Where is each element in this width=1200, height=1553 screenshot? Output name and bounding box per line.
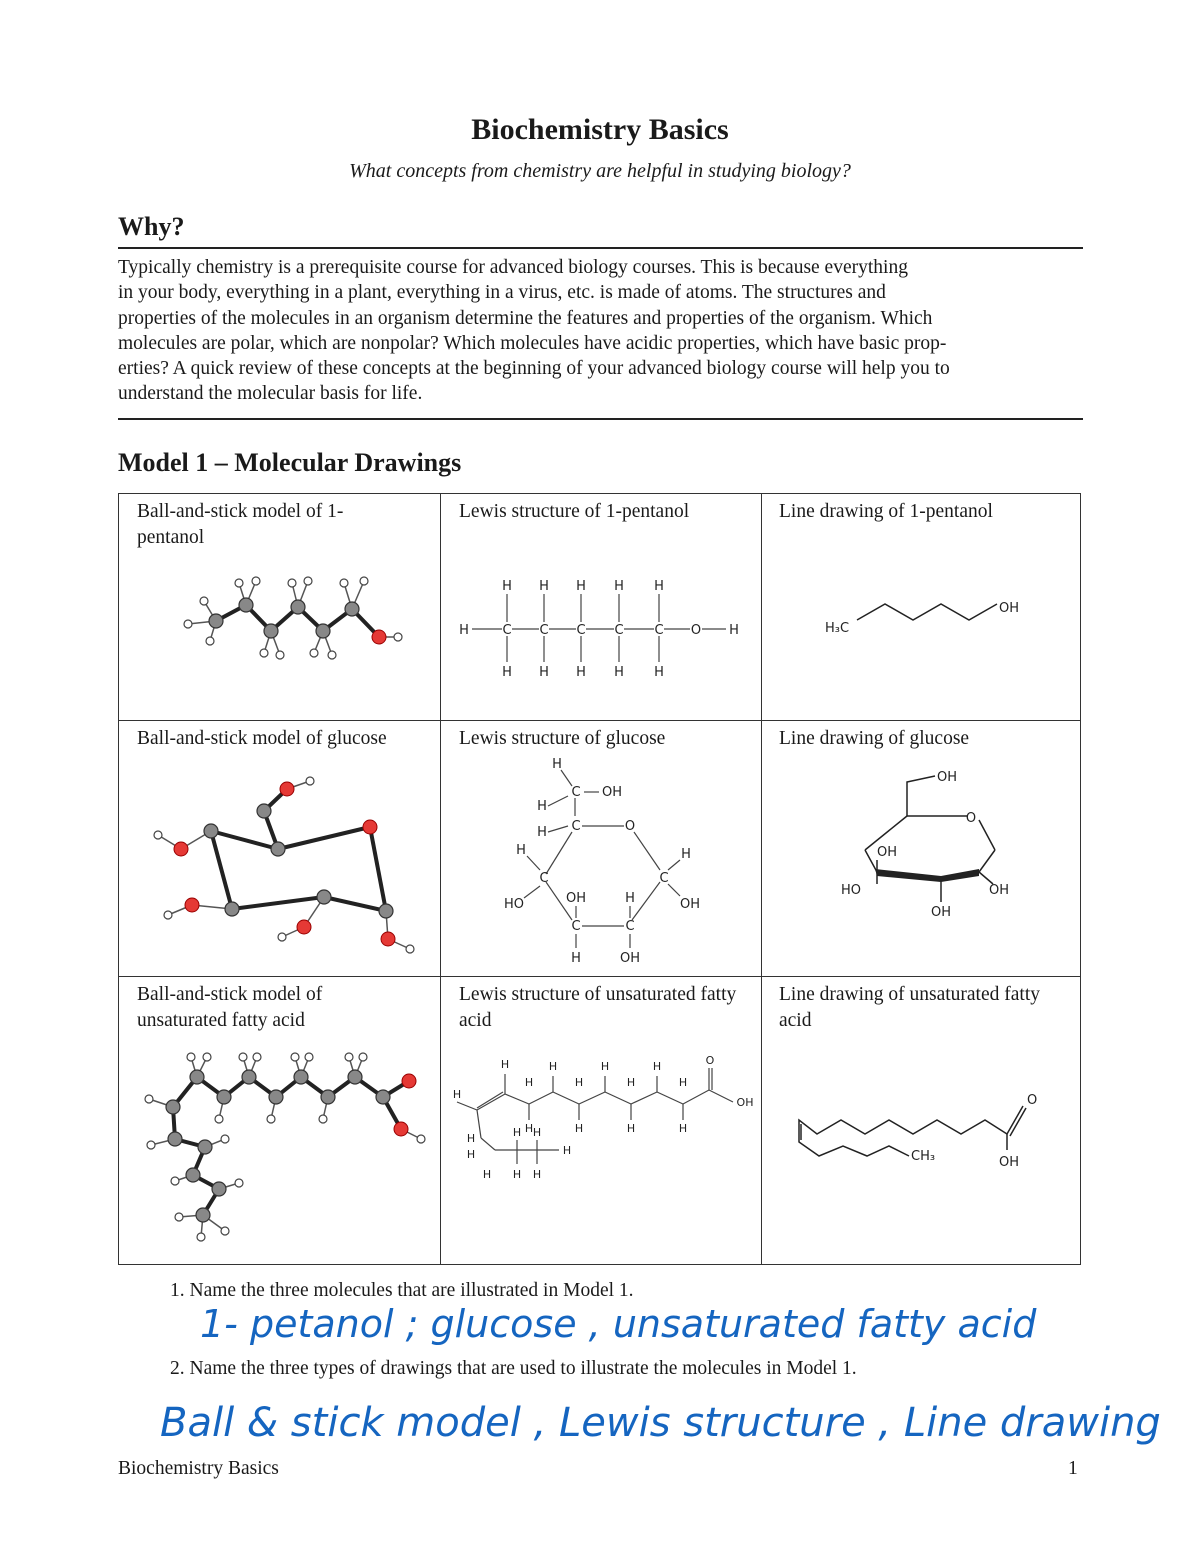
lewis-atom-h: H <box>532 1168 542 1181</box>
lewis-atom-c: C <box>659 871 669 886</box>
lewis-atom-h: H <box>482 1168 492 1181</box>
lewis-atom-h: H <box>625 891 635 906</box>
line-atom-o: O <box>1027 1093 1038 1108</box>
why-line: in your body, everything in a plant, everything in a virus, etc. is made of atoms. The structures and <box>118 282 886 304</box>
cell-label-line-glucose: Line drawing of glucose <box>779 728 970 749</box>
lewis-atom-h: H <box>552 757 562 772</box>
lewis-atom-h: H <box>678 1076 688 1089</box>
lewis-atom-h: H <box>524 1122 534 1135</box>
lewis-atom-h: H <box>502 665 512 680</box>
page-subtitle: What concepts from chemistry are helpful in studying biology? <box>349 160 851 182</box>
line-atom-oh: OH <box>936 770 958 785</box>
table-divider <box>119 720 1080 721</box>
line-atom-o: O <box>965 811 977 826</box>
question-1: 1. Name the three molecules that are illustrated in Model 1. <box>170 1280 634 1301</box>
line-atom-ch3: CH₃ <box>911 1149 936 1164</box>
lewis-atom-h: H <box>539 665 549 680</box>
lewis-atom-h: H <box>626 1076 636 1089</box>
line-atom-ho: HO <box>840 883 862 898</box>
lewis-atom-o: O <box>705 1054 715 1067</box>
lewis-atom-h: H <box>574 1076 584 1089</box>
lewis-atom-h: H <box>516 843 526 858</box>
lewis-atom-o: O <box>624 819 636 834</box>
lewis-atom-h: H <box>532 1126 542 1139</box>
lewis-atom-h: H <box>681 847 691 862</box>
lewis-atom-h: H <box>502 579 512 594</box>
lewis-atom-oh: OH <box>679 897 701 912</box>
lewis-atom-oh: OH <box>619 951 641 966</box>
ball-stick-pentanol-drawing <box>174 569 404 679</box>
page-number: 1 <box>1068 1458 1078 1479</box>
lewis-atom-h: H <box>678 1122 688 1135</box>
lewis-atom-h: H <box>614 579 624 594</box>
line-atom-h3c: H₃C <box>825 621 850 636</box>
lewis-atom-h: H <box>512 1168 522 1181</box>
lewis-atom-ho: HO <box>503 897 525 912</box>
why-heading: Why? <box>118 212 185 241</box>
why-line: Typically chemistry is a prerequisite course for advanced biology courses. This is because everything <box>118 257 908 278</box>
why-line: erties? A quick review of these concepts at the beginning of your advanced biology course will help you to <box>118 358 950 380</box>
lewis-atom-h: H <box>500 1058 510 1071</box>
lewis-atom-h: H <box>524 1076 534 1089</box>
lewis-atom-c: C <box>502 623 512 638</box>
cell-label-ball-stick-pentanol: Ball-and-stick model of 1-pentanol <box>137 501 344 548</box>
line-atom-oh: OH <box>999 601 1020 616</box>
model-heading: Model 1 – Molecular Drawings <box>118 448 462 477</box>
lewis-atom-h: H <box>600 1060 610 1073</box>
table-divider <box>119 976 1080 977</box>
lewis-atom-h: H <box>548 1060 558 1073</box>
cell-label-lewis-fatty-acid: Lewis structure of unsaturated fatty acid <box>459 984 737 1031</box>
why-line: understand the molecular basis for life. <box>118 383 423 405</box>
line-atom-oh: OH <box>999 1155 1020 1170</box>
lewis-atom-oh: OH <box>601 785 623 800</box>
lewis-glucose-drawing <box>484 756 714 966</box>
lewis-fatty-acid-drawing <box>447 1054 757 1194</box>
table-divider <box>761 494 762 1264</box>
lewis-atom-h: H <box>452 1088 462 1101</box>
lewis-atom-h: H <box>571 951 581 966</box>
model-table <box>118 493 1081 1265</box>
lewis-atom-c: C <box>654 623 664 638</box>
question-2: 2. Name the three types of drawings that are used to illustrate the molecules in Model 1. <box>170 1358 857 1379</box>
lewis-atom-c: C <box>539 871 549 886</box>
lewis-atom-h: H <box>539 579 549 594</box>
ball-stick-glucose-drawing <box>144 769 429 969</box>
line-atom-oh: OH <box>988 883 1010 898</box>
why-rule-top <box>118 247 1083 249</box>
lewis-atom-c: C <box>571 785 581 800</box>
lewis-atom-h: H <box>512 1126 522 1139</box>
lewis-atom-h: H <box>626 1122 636 1135</box>
lewis-atom-h: H <box>614 665 624 680</box>
why-line: properties of the molecules in an organism determine the features and properties of the organism. Which <box>118 307 933 329</box>
lewis-atom-h: H <box>537 825 547 840</box>
page-title: Biochemistry Basics <box>471 113 729 146</box>
cell-label-line-fatty-acid: Line drawing of unsaturated fatty acid <box>779 984 1040 1031</box>
lewis-atom-h: H <box>654 579 664 594</box>
cell-label-line-pentanol: Line drawing of 1-pentanol <box>779 501 993 522</box>
ball-stick-fatty-acid-drawing <box>139 1049 429 1259</box>
cell-label-ball-stick-glucose: Ball-and-stick model of glucose <box>137 728 387 749</box>
lewis-atom-oh: OH <box>736 1096 754 1109</box>
cell-label-ball-stick-fatty-acid: Ball-and-stick model of unsaturated fatty acid <box>137 984 323 1031</box>
lewis-atom-h: H <box>576 579 586 594</box>
footer-title: Biochemistry Basics <box>118 1458 279 1479</box>
lewis-atom-c: C <box>625 919 635 934</box>
why-rule-bottom <box>118 418 1083 420</box>
lewis-atom-h: H <box>466 1148 476 1161</box>
line-fatty-acid-drawing <box>789 1084 1069 1194</box>
lewis-atom-o: O <box>690 623 702 638</box>
lewis-atom-c: C <box>576 623 586 638</box>
lewis-atom-h: H <box>537 799 547 814</box>
lewis-atom-c: C <box>614 623 624 638</box>
table-divider <box>440 494 441 1264</box>
lewis-atom-h: H <box>729 623 739 638</box>
lewis-atom-c: C <box>571 819 581 834</box>
cell-label-lewis-glucose: Lewis structure of glucose <box>459 728 666 749</box>
lewis-pentanol-drawing <box>454 574 754 684</box>
lewis-atom-oh: OH <box>565 891 587 906</box>
lewis-atom-h: H <box>459 623 469 638</box>
line-atom-oh: OH <box>930 905 952 920</box>
lewis-atom-h: H <box>576 665 586 680</box>
lewis-atom-h: H <box>466 1132 476 1145</box>
answer-2-handwriting: Ball & stick model , Lewis structure , Line drawing <box>160 1400 1161 1446</box>
why-paragraph <box>118 255 1078 407</box>
line-atom-oh: OH <box>876 845 898 860</box>
lewis-atom-h: H <box>574 1122 584 1135</box>
lewis-atom-h: H <box>562 1144 572 1157</box>
why-line: molecules are polar, which are nonpolar? Which molecules have acidic properties, which have basic prop- <box>118 332 947 354</box>
cell-label-lewis-pentanol: Lewis structure of 1-pentanol <box>459 501 690 522</box>
lewis-atom-c: C <box>571 919 581 934</box>
lewis-atom-h: H <box>654 665 664 680</box>
line-pentanol-drawing <box>819 584 1059 644</box>
lewis-atom-c: C <box>539 623 549 638</box>
answer-1-handwriting: 1- petanol ; glucose , unsaturated fatty acid <box>200 1302 1037 1346</box>
lewis-atom-h: H <box>652 1060 662 1073</box>
line-glucose-drawing <box>819 756 1059 966</box>
